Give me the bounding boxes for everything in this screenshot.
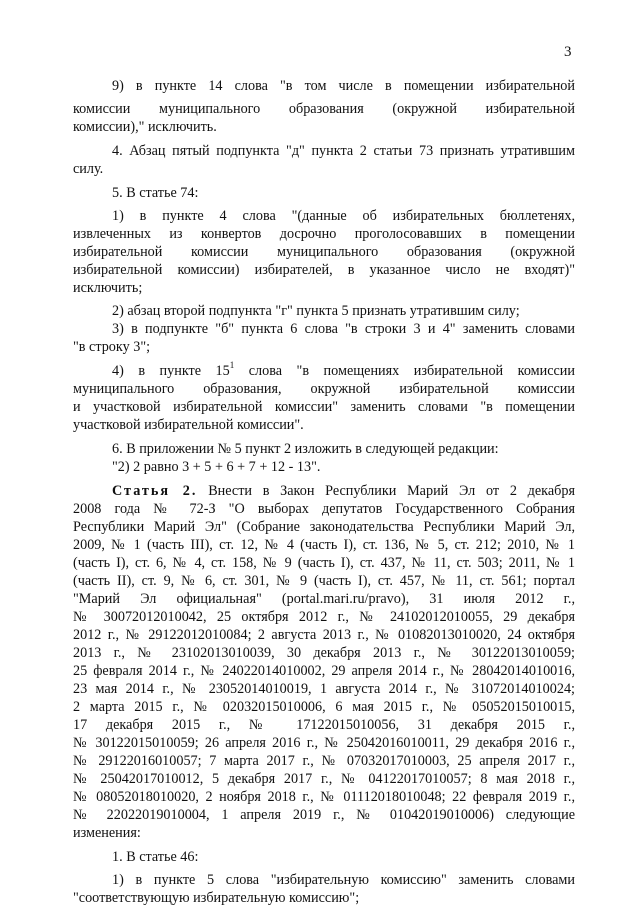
- text-line: № 22022019010004, 1 апреля 2019 г., № 01042019010006) следующие: [73, 807, 575, 823]
- text-line: 6. В приложении № 5 пункт 2 изложить в следующей редакции:: [112, 441, 499, 457]
- text-line: муниципального образования, окружной избирательной комиссии: [73, 381, 575, 397]
- text-line: "соответствующую избирательную комиссию";: [73, 890, 360, 906]
- text-line: 4) в пункте $15^1$ слова "в помещениях избирательной комиссии: [112, 360, 575, 379]
- text-line: 2 марта 2015 г., № 02032015010006, 6 мая 2015 г., № 05052015010015,: [73, 699, 575, 715]
- text-line: 23 мая 2014 г., № 23052014010019, 1 августа 2014 г., № 31072014010024;: [73, 681, 575, 697]
- text-line: 1) в пункте 5 слова "избирательную комиссию" заменить словами: [112, 872, 575, 888]
- text-line: извлеченных из конвертов досрочно проголосовавших в помещении: [73, 226, 575, 242]
- text-line: 2009, № 1 (часть III), ст. 12, № 4 (часть I), ст. 136, № 5, ст. 212; 2010, № 1: [73, 537, 575, 553]
- text-line: изменения:: [73, 825, 141, 841]
- text-line: 4. Абзац пятый подпункта "д" пункта 2 статьи 73 признать утратившим: [112, 143, 575, 159]
- text-line: (часть I), ст. 6, № 4, ст. 158, № 9 (часть I), ст. 437, № 11, ст. 503; 2011, № 1: [73, 555, 575, 571]
- text-line: 5. В статье 74:: [112, 185, 199, 201]
- text-line: 2) абзац второй подпункта "г" пункта 5 признать утратившим силу;: [112, 303, 520, 319]
- text-line: участковой избирательной комиссии".: [73, 417, 304, 433]
- text-line: № 29122016010057; 7 марта 2017 г., № 07032017010003, 25 апреля 2017 г.,: [73, 753, 575, 769]
- text-line: и участковой избирательной комиссии" заменить словами "в помещении: [73, 399, 575, 415]
- text-line: 2013 г., № 23102013010039, 30 декабря 2013 г., № 30122013010059;: [73, 645, 575, 661]
- text-line: комиссии)," исключить.: [73, 119, 217, 135]
- page-number: 3: [564, 44, 572, 60]
- text-line: 3) в подпункте "б" пункта 6 слова "в строки 3 и 4" заменить словами: [112, 321, 575, 337]
- text-line: избирательной комиссии муниципального образования (окружной: [73, 244, 575, 260]
- text-line: избирательной комиссии) избирателей, в указанное число не входят)": [73, 262, 575, 278]
- text-line: (часть II), ст. 9, № 6, ст. 301, № 9 (часть I), ст. 457, № 11, ст. 561; портал: [73, 573, 575, 589]
- text-line: 17 декабря 2015 г., № 17122015010056, 31 декабря 2015 г.,: [73, 717, 575, 733]
- text-line: 25 февраля 2014 г., № 24022014010002, 29 апреля 2014 г., № 28042014010016,: [73, 663, 575, 679]
- text-line: "Марий Эл официальная" (portal.mari.ru/pravo), 31 июля 2012 г.,: [73, 591, 575, 607]
- text-line: исключить;: [73, 280, 143, 296]
- text-line: Республики Марий Эл" (Собрание законодательства Республики Марий Эл,: [73, 519, 575, 535]
- text-line: силу.: [73, 161, 104, 177]
- text-line: Статья 2. Внести в Закон Республики Марий Эл от 2 декабря: [112, 483, 575, 499]
- text-line: № 30122015010059; 26 апреля 2016 г., № 25042016010011, 29 декабря 2016 г.,: [73, 735, 575, 751]
- superscript: 1: [229, 360, 235, 371]
- text-line: 1. В статье 46:: [112, 849, 199, 865]
- text-line: комиссии муниципального образования (окружной избирательной: [73, 101, 575, 117]
- text-line: № 30072012010042, 25 октября 2012 г., № 24102012010055, 29 декабря: [73, 609, 575, 625]
- text-line: 1) в пункте 4 слова "(данные об избирательных бюллетенях,: [112, 208, 575, 224]
- text-line: № 25042017010012, 5 декабря 2017 г., № 04122017010057; 8 мая 2018 г.,: [73, 771, 575, 787]
- text-line: "2) 2 равно 3 + 5 + 6 + 7 + 12 - 13".: [112, 459, 321, 475]
- text-line: 9) в пункте 14 слова "в том числе в помещении избирательной: [112, 78, 575, 94]
- text-line: "в строку 3";: [73, 339, 151, 355]
- text-line: № 08052018010020, 2 ноября 2018 г., № 01112018010048; 22 февраля 2019 г.,: [73, 789, 575, 805]
- text-line: 2008 года № 72-З "О выборах депутатов Государственного Собрания: [73, 501, 575, 517]
- text-line: 2012 г., № 29122012010084; 2 августа 2013 г., № 01082013010020, 24 октября: [73, 627, 575, 643]
- article-heading: Статья 2.: [112, 483, 198, 499]
